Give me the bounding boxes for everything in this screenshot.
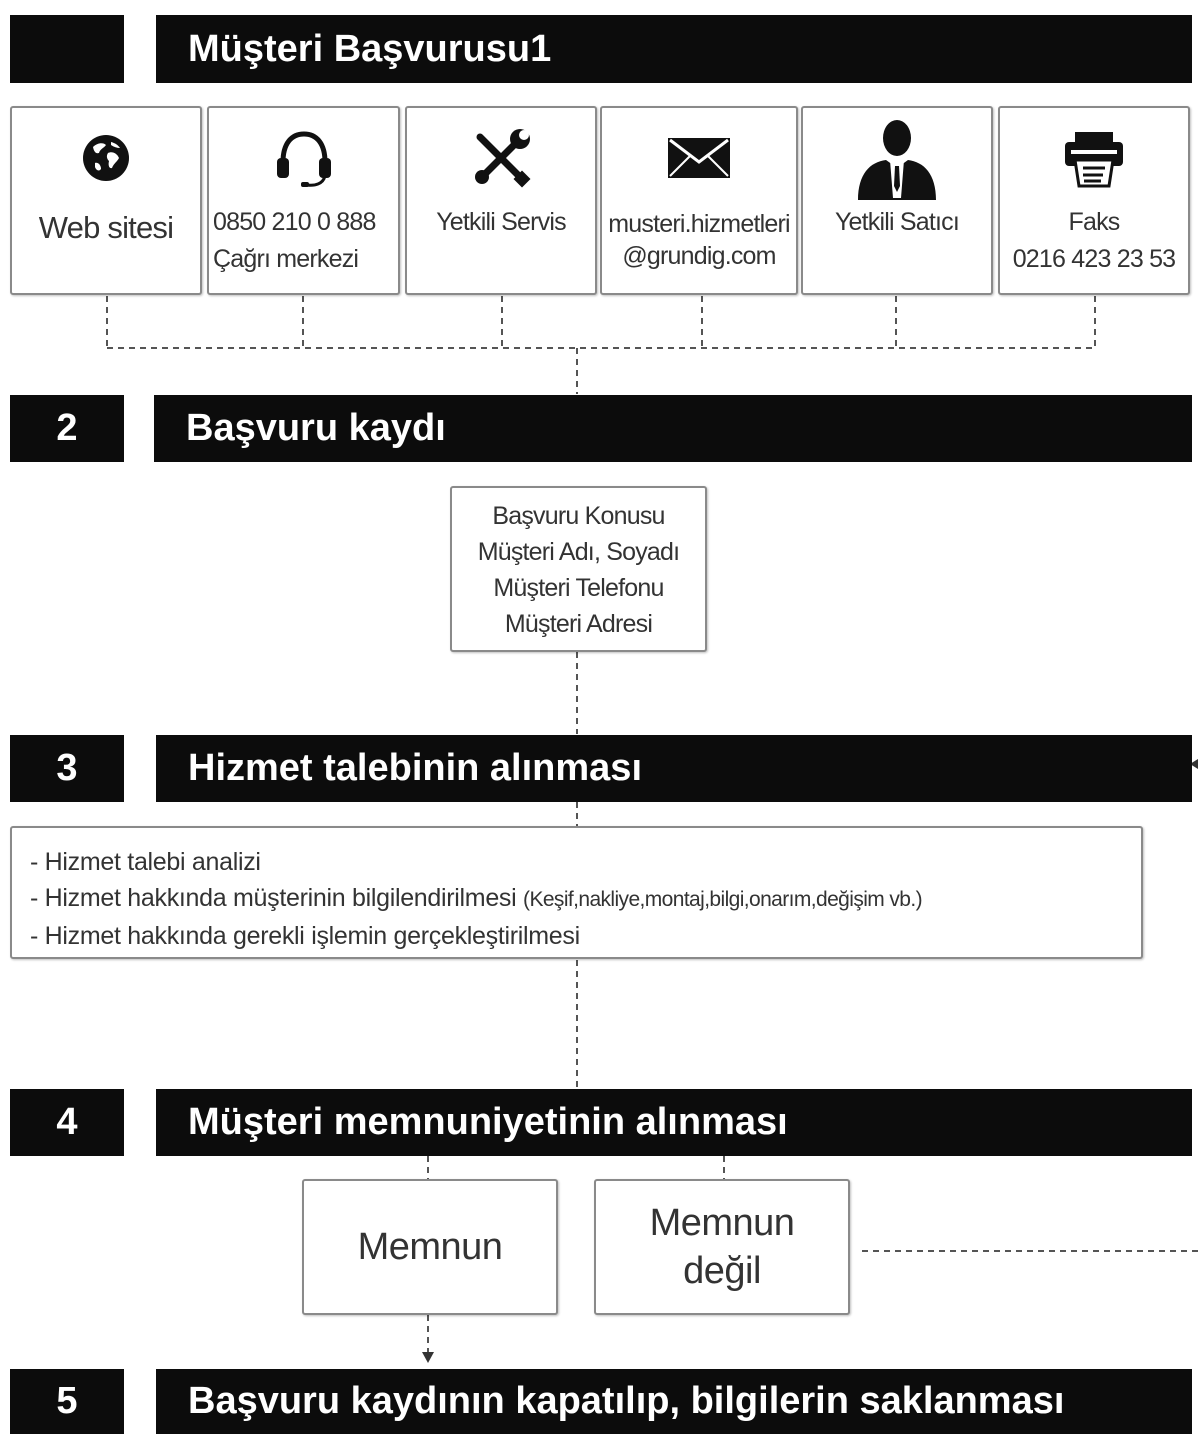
channel-fax-label: Faks 0216 423 23 53	[1012, 208, 1176, 273]
channel-email-label: musteri.hizmetleri @grundig.com	[608, 210, 790, 270]
headset-icon	[209, 116, 398, 200]
field-name: Müşteri Adı, Soyadı	[477, 538, 680, 566]
not-satisfied-line-2: değil	[683, 1250, 761, 1292]
step-4-number: 4	[10, 1089, 124, 1156]
field-address: Müşteri Adresi	[504, 610, 653, 638]
list-item: - Hizmet hakkında gerekli işlemin gerçekleştirilmesi	[30, 922, 580, 950]
not-satisfied-line-1: Memnun	[649, 1202, 795, 1244]
person-icon	[803, 116, 991, 200]
envelope-icon	[602, 116, 796, 200]
not-satisfied-box	[594, 1179, 850, 1315]
channel-call-center-label: 0850 210 0 888 Çağrı merkezi	[213, 208, 376, 273]
channel-fax	[998, 106, 1190, 295]
list-item-note: (Keşif,nakliye,montaj,bilgi,onarım,değişim vb.)	[523, 888, 923, 911]
step-1-number	[10, 15, 124, 83]
step-3-number: 3	[10, 735, 124, 802]
satisfied-box: Memnun	[302, 1179, 558, 1315]
fax-icon	[1000, 116, 1188, 200]
step-2-number: 2	[10, 395, 124, 462]
channel-website-label: Web sitesi	[38, 210, 174, 245]
tools-icon	[407, 116, 595, 200]
list-item: - Hizmet hakkında müşterinin bilgilendirilmesi (Keşif,nakliye,montaj,bilgi,onarım,değişim vb.)	[30, 884, 923, 912]
channel-authorized-dealer	[801, 106, 993, 295]
step-3-title: Hizmet talebinin alınması	[156, 735, 1192, 802]
field-phone: Müşteri Telefonu	[493, 574, 664, 602]
field-subject: Başvuru Konusu	[492, 502, 665, 530]
channel-email	[600, 106, 798, 295]
channel-authorized-service-label: Yetkili Servis	[436, 208, 566, 236]
step-5-title: Başvuru kaydının kapatılıp, bilgilerin saklanması	[156, 1369, 1192, 1434]
step-4-title: Müşteri memnuniyetinin alınması	[156, 1089, 1192, 1156]
channel-authorized-service	[405, 106, 597, 295]
channel-authorized-dealer-label: Yetkili Satıcı	[834, 208, 960, 236]
globe-icon	[12, 116, 200, 200]
channel-website	[10, 106, 202, 295]
service-items-box	[10, 826, 1143, 959]
step-1-title: Müşteri Başvurusu1	[156, 15, 1192, 83]
list-item: - Hizmet talebi analizi	[30, 848, 261, 876]
step-2-title: Başvuru kaydı	[154, 395, 1192, 462]
registration-fields-box	[450, 486, 707, 652]
channel-call-center	[207, 106, 400, 295]
step-5-number: 5	[10, 1369, 124, 1434]
